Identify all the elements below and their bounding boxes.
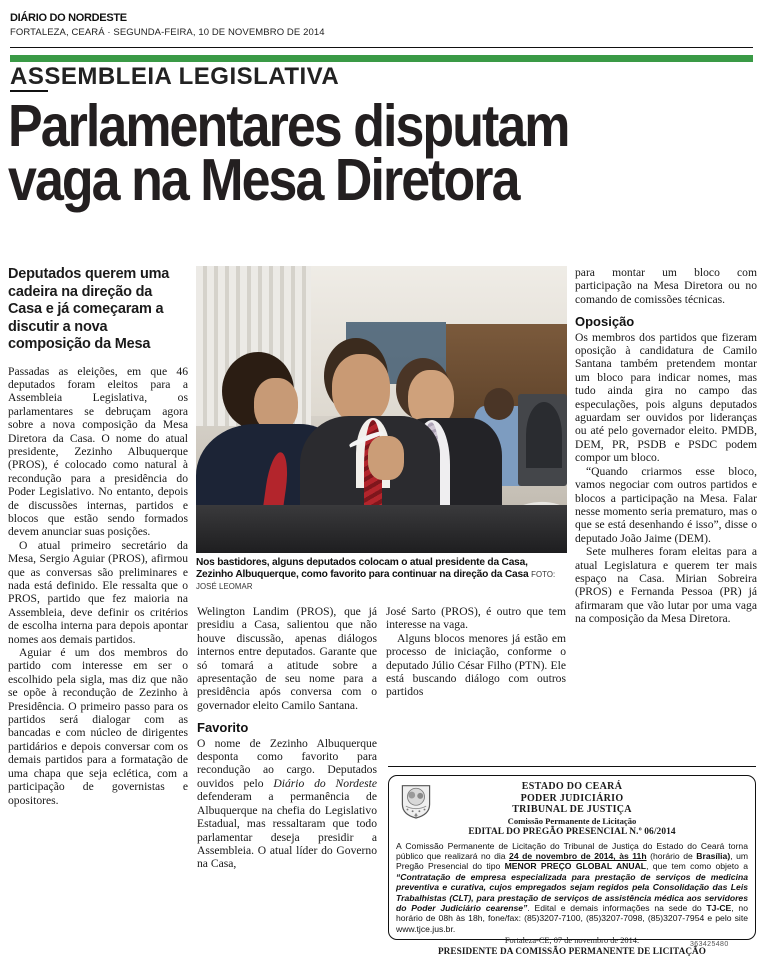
section-color-bar bbox=[10, 55, 753, 62]
newspaper-title: DIÁRIO DO NORDESTE bbox=[10, 12, 127, 24]
column-4 bbox=[575, 266, 757, 626]
column-3 bbox=[386, 605, 566, 699]
paragraph: José Sarto (PROS), é outro que tem interesse na vaga. bbox=[386, 605, 566, 632]
column-2 bbox=[197, 605, 377, 871]
paragraph-part: O nome de Zezinho Albuquerque desponta como favorito para recondução ao cargo. Deputados ouvidos pelo bbox=[197, 736, 377, 790]
ad-text-part: (horário de bbox=[646, 850, 697, 861]
ad-text-part: A Comissão Permanente de Licitação do Tribunal de Justiça do Estado do Ceará torna público que realizará no dia bbox=[396, 840, 748, 861]
section-kicker: ASSEMBLEIA LEGISLATIVA bbox=[10, 63, 340, 90]
ad-text-part: , um Pregão Presencial do tipo bbox=[396, 850, 749, 872]
masthead bbox=[0, 0, 763, 38]
ad-heading-line-5: EDITAL DO PREGÃO PRESENCIAL N.º 06/2014 bbox=[468, 827, 676, 837]
paragraph: Sete mulheres foram eleitas para a atual Legislatura e querem ter mais espaço na Casa. Mirian Sobreira (PROS) e Fernanda Pessoa (PR) já afirmaram que vão lutar por uma vaga na composição da Mesa Diretora. bbox=[575, 545, 757, 626]
ad-text-part: , que tem como objeto a bbox=[646, 861, 749, 872]
paragraph bbox=[197, 737, 377, 871]
ad-heading-line-4: Comissão Permanente de Licitação bbox=[507, 815, 637, 826]
ad-text-part: . Edital e demais informações na sede do bbox=[527, 902, 707, 913]
headline-line-1: Parlamentares disputam bbox=[8, 93, 569, 160]
paragraph: Passadas as eleições, em que 46 deputados foram eleitos para a Assembleia Legislativa, os parlamentares se debruçam agora sobre a nova composição da Mesa Diretora da Casa. O nome do atual presidente, Zezinho Albuquerque (PROS), é colocado como natural à recondução para a presidência do Poder Legislativo. No entanto, depois de discussões internas, partidos e blocos que estão sendo formados devem anunciar suas posições. bbox=[8, 364, 188, 539]
paragraph: Aguiar é um dos membros do partido com interesse em ser o escolhido pela sigla, mas diz que não se opõe à recondução de Zezinho à Presidência. O primeiro passo para os partidos será dialogar com as bancadas e com núcleo de dirigentes partidários e depois conversar com os demais partidos para a formatação de uma chapa que seja eclética, com a participação de governistas e opositores. bbox=[8, 646, 188, 807]
photo-person4-head bbox=[484, 388, 514, 420]
photo-person2-face bbox=[332, 354, 390, 424]
publication-name: Diário do Nordeste bbox=[273, 776, 377, 790]
article-lead: Deputados querem uma cadeira na direção da Casa e já começaram a discutir a nova composição da Mesa bbox=[8, 266, 170, 352]
ad-body-text bbox=[389, 839, 755, 935]
photo-credit: FOTO: JOSÉ LEOMAR bbox=[196, 570, 556, 591]
section-header bbox=[10, 55, 753, 92]
article-photo-block bbox=[196, 266, 567, 593]
subheading-oposicao: Oposição bbox=[575, 314, 635, 330]
ad-reference-code: 363425480 bbox=[690, 941, 729, 948]
photo-caption bbox=[196, 557, 567, 593]
ad-object: “Contratação de empresa especializada para prestação de serviços de medicina preventiva e curativa, cujos empregados sejam regidos pela Consolidação das Leis Trabalhistas (CLT), para prestação de serviços de assistência médica aos servidores do Poder Judiciário cearense” bbox=[396, 871, 748, 913]
paragraph-part: defenderam a permanência de Albuquerque na chefia do Legislativo Estadual, mas ressaltaram que todo parlamentar deseja presidir a Assembleia. O atual líder do Governo na Casa, bbox=[197, 790, 377, 871]
ad-brasilia: Brasília) bbox=[696, 850, 731, 861]
photo-person2-hand bbox=[368, 436, 404, 480]
photo-legislative-session bbox=[196, 266, 567, 553]
column-1 bbox=[8, 266, 188, 807]
ad-footer-signature: PRESIDENTE DA COMISSÃO PERMANENTE DE LICITAÇÃO bbox=[437, 946, 707, 957]
ad-date: 24 de novembro de 2014, às 11h bbox=[509, 850, 647, 861]
paragraph: Alguns blocos menores já estão em processo de iniciação, conforme o deputado Júlio César Filho (PTN). Ele está buscando diálogo com outros partidos bbox=[386, 631, 566, 699]
ad-heading-line-3: TRIBUNAL DE JUSTIÇA bbox=[512, 804, 632, 815]
ad-heading bbox=[389, 776, 755, 839]
ceara-coat-of-arms-icon bbox=[399, 782, 433, 820]
ad-tjce: TJ-CE bbox=[706, 902, 732, 913]
masthead-divider bbox=[10, 47, 753, 48]
ad-footer-place: Fortaleza-CE, 07 de novembro de 2014. bbox=[504, 936, 640, 946]
dateline: FORTALEZA, CEARÁ · SEGUNDA-FEIRA, 10 DE NOVEMBRO DE 2014 bbox=[10, 27, 325, 38]
paragraph: para montar um bloco com participação na Mesa Diretora ou no comando de comissões técnicas. bbox=[575, 266, 757, 306]
photo-monitor-screen bbox=[526, 402, 562, 468]
subheading-favorito: Favorito bbox=[197, 720, 249, 736]
ad-divider bbox=[388, 766, 756, 767]
photo-desk bbox=[196, 505, 567, 553]
ad-heading-line-2: PODER JUDICIÁRIO bbox=[520, 792, 624, 804]
paragraph: O atual primeiro secretário da Mesa, Sergio Aguiar (PROS), afirmou que as conversas são preliminares e nada está definido. Ele ressalta que o PROS, partido que fez maioria na Assembleia, deve definir os critérios de escolha interna para depois apontar nomes aos demais partidos. bbox=[8, 538, 188, 646]
paragraph: Welington Landim (PROS), que já presidiu a Casa, salientou que não houve discussão, apenas diálogos internos entre deputados. Garante que só tomará a atitude sobre a apresentação de seu nome para a presidência após conversa com o governador eleito Camilo Santana. bbox=[197, 605, 377, 712]
section-underline bbox=[10, 90, 48, 92]
ad-price-type: MENOR PREÇO GLOBAL ANUAL bbox=[504, 861, 647, 872]
ad-text-part: , no horário de 08h às 18h, fone/fax: (85)3207-7100, (85)3207-7098, (85)3207-7954 e pelo site www.tjce.jus.br. bbox=[396, 902, 748, 934]
page-title bbox=[8, 93, 664, 214]
ad-heading-line-1: ESTADO DO CEARÁ bbox=[521, 781, 623, 792]
paragraph: Os membros dos partidos que fizeram oposição à candidatura de Camilo Santana também pretendem montar um bloco para indicar nomes, mas tudo ainda gira no campo das especulações, pois alguns deputados aguardam ser ouvidos por lideranças ou até pelo governador eleito. PMDB, DEM, PR, PSDB e PSDC podem compor um bloco. bbox=[575, 330, 757, 465]
headline-line-2: vaga na Mesa Diretora bbox=[8, 147, 519, 214]
paragraph: “Quando criarmos esse bloco, vamos negociar com outros partidos e blocos a participação na Mesa. Falar nesse momento seria prematuro, mas o que se está desenhando é isso”, disse o deputado João Jaime (DEM). bbox=[575, 464, 757, 545]
photo-caption-text: Nos bastidores, alguns deputados colocam o atual presidente da Casa, Zezinho Albuquerque, como favorito para continuar na direção da Casa bbox=[196, 557, 529, 580]
